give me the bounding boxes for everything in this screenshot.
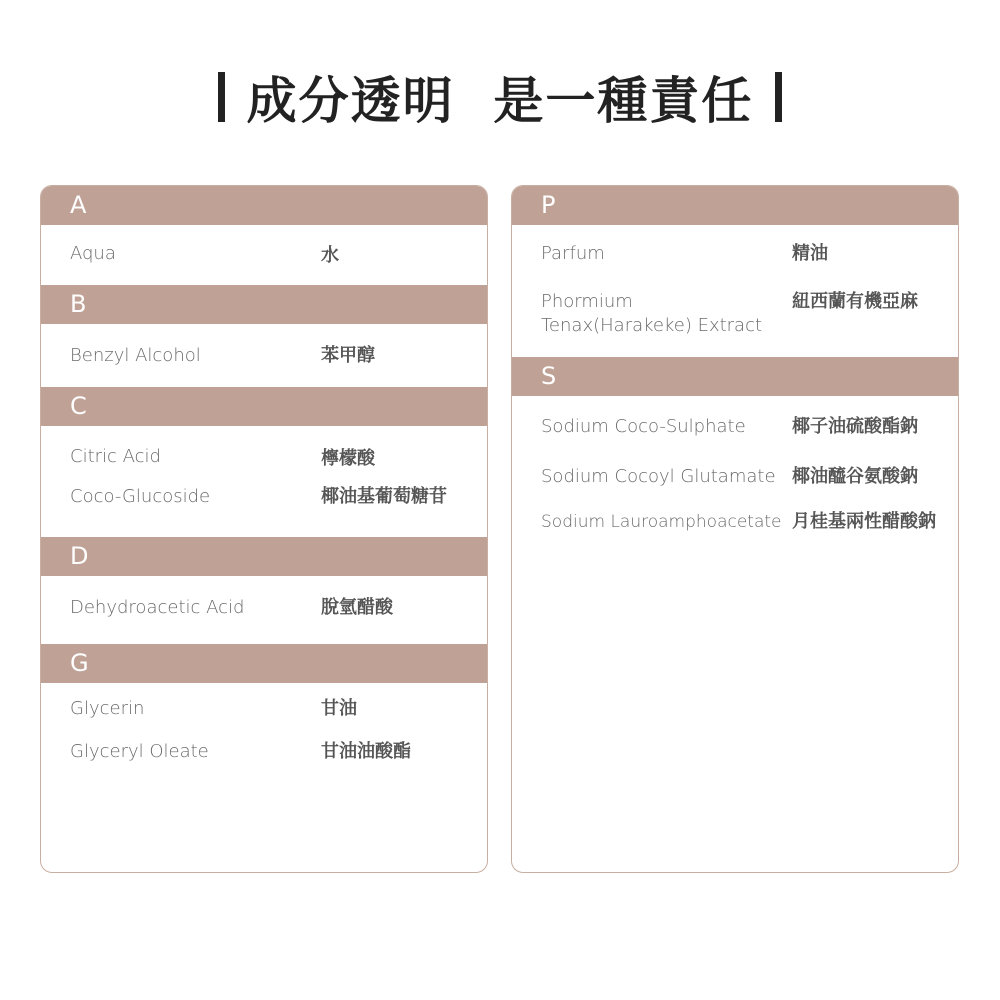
section-header-d: D bbox=[41, 537, 487, 576]
ingredient-en: Phormium Tenax(Harakeke) Extract bbox=[541, 291, 763, 336]
section-header-a: A bbox=[41, 186, 487, 225]
ingredient-zh: 甘油油酸酯 bbox=[321, 741, 411, 762]
page-title bbox=[0, 62, 1000, 132]
ingredient-zh: 水 bbox=[321, 245, 339, 266]
ingredient-en: Sodium Cocoyl Glutamate bbox=[541, 466, 776, 487]
ingredient-zh: 甘油 bbox=[321, 698, 357, 719]
ingredient-card-right bbox=[511, 185, 959, 873]
ingredient-zh: 精油 bbox=[792, 243, 828, 264]
ingredient-zh: 椰子油硫酸酯鈉 bbox=[792, 416, 918, 437]
ingredient-en: Aqua bbox=[70, 243, 116, 264]
ingredient-zh: 椰油基葡萄糖苷 bbox=[321, 486, 447, 507]
ingredient-zh: 椰油醯谷氨酸鈉 bbox=[792, 466, 918, 487]
title-bar-right bbox=[775, 72, 782, 122]
ingredient-zh: 紐西蘭有機亞麻 bbox=[792, 291, 918, 312]
ingredient-zh: 檸檬酸 bbox=[321, 448, 375, 469]
ingredient-card-left bbox=[40, 185, 488, 873]
section-header-g: G bbox=[41, 644, 487, 683]
ingredient-en: Coco-Glucoside bbox=[70, 486, 211, 507]
ingredient-zh: 苯甲醇 bbox=[321, 345, 375, 366]
section-header-s: S bbox=[512, 357, 958, 396]
ingredient-en: Benzyl Alcohol bbox=[70, 345, 201, 366]
ingredient-en: Glyceryl Oleate bbox=[70, 741, 209, 762]
ingredient-zh: 月桂基兩性醋酸鈉 bbox=[792, 511, 936, 532]
title-bar-left bbox=[218, 72, 225, 122]
ingredient-en: Citric Acid bbox=[70, 446, 161, 467]
section-header-c: C bbox=[41, 387, 487, 426]
ingredient-en: Glycerin bbox=[70, 698, 145, 719]
ingredient-zh: 脫氫醋酸 bbox=[321, 597, 393, 618]
section-header-p: P bbox=[512, 186, 958, 225]
ingredient-en: Sodium Lauroamphoacetate bbox=[541, 512, 782, 532]
section-header-b: B bbox=[41, 285, 487, 324]
ingredient-en: Sodium Coco-Sulphate bbox=[541, 416, 746, 437]
ingredient-en: Dehydroacetic Acid bbox=[70, 597, 245, 618]
page-title-text: 成分透明 是一種責任 bbox=[246, 72, 754, 130]
ingredient-en: Parfum bbox=[541, 243, 605, 264]
